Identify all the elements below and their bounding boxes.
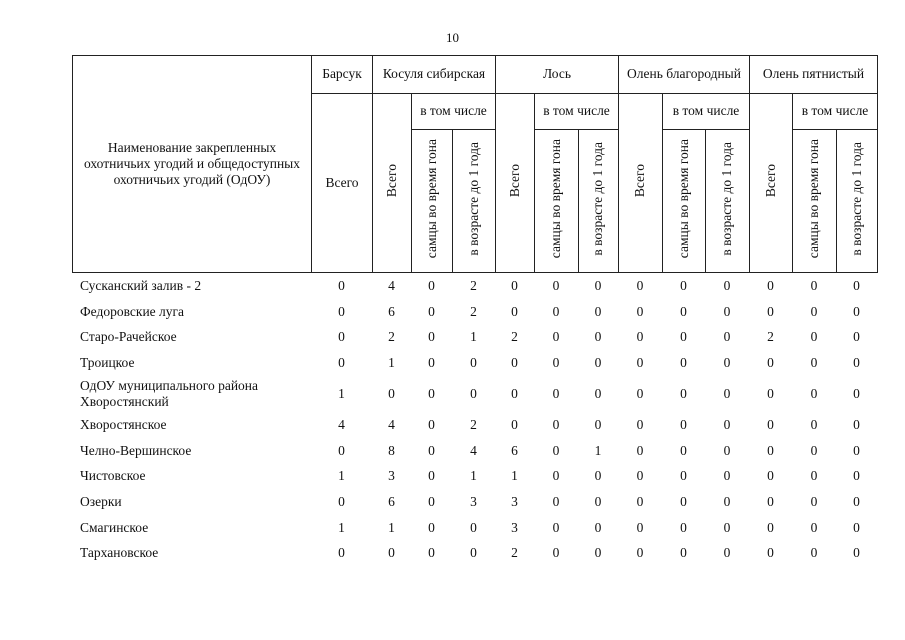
row-value: 3 xyxy=(470,493,477,509)
row-value: 0 xyxy=(594,355,602,371)
species-moose: Лось xyxy=(496,56,619,94)
row-value: 0 xyxy=(470,385,477,401)
row-value: 0 xyxy=(594,416,602,432)
row-value: 0 xyxy=(470,545,477,561)
row-value: 0 xyxy=(428,385,435,401)
row-value: 0 xyxy=(853,468,860,484)
row-value: 0 xyxy=(511,278,518,294)
row-name: Старо-Рачейское xyxy=(80,329,177,345)
red-deer-under-one xyxy=(706,130,750,273)
row-value: 0 xyxy=(723,278,731,294)
table-row xyxy=(72,324,877,350)
row-name: Сусканский залив - 2 xyxy=(80,278,202,294)
row-value: 0 xyxy=(552,278,560,294)
row-value: 0 xyxy=(853,519,860,535)
sika-deer-total xyxy=(750,94,793,273)
table-row xyxy=(72,273,877,299)
row-value: 0 xyxy=(853,329,860,345)
row-value: 0 xyxy=(680,303,687,319)
row-value: 0 xyxy=(723,355,731,371)
species-red-deer: Олень благородный xyxy=(619,56,750,94)
moose-under-one xyxy=(579,130,619,273)
moose-under-one-label: в возрасте до 1 года xyxy=(590,142,606,256)
row-value: 0 xyxy=(723,493,731,509)
table-row xyxy=(72,540,877,566)
row-name: Хворостянское xyxy=(80,416,167,432)
moose-males-rut-label: самцы во время гона xyxy=(548,139,564,259)
moose-total xyxy=(496,94,535,273)
row-value: 2 xyxy=(470,303,477,319)
row-value: 0 xyxy=(594,545,602,561)
row-value: 0 xyxy=(338,545,345,561)
row-value: 0 xyxy=(594,468,602,484)
row-value: 0 xyxy=(338,442,345,458)
row-value: 0 xyxy=(552,385,560,401)
row-value: 0 xyxy=(428,329,435,345)
row-value: 0 xyxy=(767,468,774,484)
row-value: 0 xyxy=(428,303,435,319)
row-value: 0 xyxy=(767,416,774,432)
row-value: 0 xyxy=(767,519,774,535)
sika-deer-total-label: Всего xyxy=(762,164,778,198)
row-value: 0 xyxy=(853,278,860,294)
row-value: 0 xyxy=(767,385,774,401)
row-value: 0 xyxy=(767,355,774,371)
row-value: 4 xyxy=(388,278,395,294)
red-deer-under-one-label: в возрасте до 1 года xyxy=(719,142,735,256)
row-value: 0 xyxy=(388,385,395,401)
red-deer-total xyxy=(619,94,663,273)
row-value: 2 xyxy=(388,329,395,345)
row-value: 0 xyxy=(810,416,818,432)
row-value: 0 xyxy=(853,416,860,432)
row-value: 0 xyxy=(767,303,774,319)
badger-total: Всего xyxy=(312,94,373,273)
row-value: 0 xyxy=(723,385,731,401)
table-row xyxy=(72,489,877,515)
row-value: 0 xyxy=(636,519,644,535)
red-deer-males-rut xyxy=(663,130,706,273)
row-value: 6 xyxy=(511,442,518,458)
row-value: 0 xyxy=(723,442,731,458)
roe-males-rut-label: самцы во время гона xyxy=(423,139,439,259)
row-value: 4 xyxy=(470,442,477,458)
row-value: 1 xyxy=(511,468,518,484)
row-value: 0 xyxy=(723,303,731,319)
table-row xyxy=(72,376,877,412)
row-value: 0 xyxy=(594,303,602,319)
row-value: 1 xyxy=(470,468,477,484)
roe-including: в том числе xyxy=(412,94,496,130)
row-value: 0 xyxy=(680,385,687,401)
row-value: 0 xyxy=(810,303,818,319)
row-value: 2 xyxy=(511,545,518,561)
row-value: 0 xyxy=(636,442,644,458)
row-value: 0 xyxy=(723,468,731,484)
species-badger: Барсук xyxy=(312,56,373,94)
row-value: 0 xyxy=(636,355,644,371)
row-value: 0 xyxy=(767,545,774,561)
row-value: 0 xyxy=(428,468,435,484)
row-value: 0 xyxy=(338,278,345,294)
row-name: ОдОУ муниципального района Хворостянский xyxy=(80,378,259,409)
sika-deer-including: в том числе xyxy=(793,94,878,130)
row-value: 0 xyxy=(680,493,687,509)
row-value: 3 xyxy=(388,468,395,484)
sika-deer-under-one-label: в возрасте до 1 года xyxy=(848,142,864,256)
table-row xyxy=(72,412,877,438)
row-value: 1 xyxy=(470,329,477,345)
row-value: 0 xyxy=(680,468,687,484)
row-value: 2 xyxy=(767,329,774,345)
data-table xyxy=(72,273,877,566)
row-value: 3 xyxy=(511,493,518,509)
row-value: 0 xyxy=(338,329,345,345)
row-value: 0 xyxy=(552,468,560,484)
row-value: 0 xyxy=(636,329,644,345)
row-name: Федоровские луга xyxy=(80,303,185,319)
row-name: Смагинское xyxy=(80,519,149,535)
row-value: 0 xyxy=(853,385,860,401)
row-value: 8 xyxy=(388,442,395,458)
row-value: 0 xyxy=(680,329,687,345)
row-value: 0 xyxy=(810,468,818,484)
row-value: 0 xyxy=(636,303,644,319)
row-value: 0 xyxy=(552,519,560,535)
table-row xyxy=(72,437,877,463)
sika-deer-under-one xyxy=(837,130,878,273)
row-value: 3 xyxy=(511,519,518,535)
roe-total-label: Всего xyxy=(383,164,399,198)
row-value: 0 xyxy=(723,519,731,535)
row-value: 1 xyxy=(338,468,345,484)
row-value: 0 xyxy=(636,545,644,561)
table-row xyxy=(72,515,877,541)
species-roe: Косуля сибирская xyxy=(373,56,496,94)
row-value: 1 xyxy=(594,442,602,458)
row-value: 0 xyxy=(680,519,687,535)
row-value: 0 xyxy=(636,385,644,401)
row-value: 0 xyxy=(723,416,731,432)
row-value: 0 xyxy=(680,355,687,371)
red-deer-males-rut-label: самцы во время гона xyxy=(675,139,691,259)
moose-total-label: Всего xyxy=(506,164,522,198)
row-value: 0 xyxy=(810,442,818,458)
row-value: 0 xyxy=(810,355,818,371)
row-value: 2 xyxy=(470,416,477,432)
row-value: 0 xyxy=(428,519,435,535)
header-table xyxy=(72,55,878,273)
row-value: 0 xyxy=(428,278,435,294)
sika-deer-males-rut xyxy=(793,130,837,273)
sika-deer-males-rut-label: самцы во время гона xyxy=(806,139,822,259)
row-value: 0 xyxy=(552,493,560,509)
red-deer-total-label: Всего xyxy=(632,164,648,198)
roe-under-one-label: в возрасте до 1 года xyxy=(465,142,481,256)
row-name: Тархановское xyxy=(80,545,159,561)
row-value: 0 xyxy=(511,385,518,401)
row-value: 4 xyxy=(388,416,395,432)
row-value: 0 xyxy=(594,385,602,401)
row-value: 0 xyxy=(853,303,860,319)
roe-males-rut xyxy=(412,130,453,273)
row-value: 0 xyxy=(810,329,818,345)
page-number: 10 xyxy=(446,30,459,45)
row-value: 2 xyxy=(470,278,477,294)
row-value: 0 xyxy=(680,442,687,458)
row-value: 0 xyxy=(853,355,860,371)
table-row xyxy=(72,350,877,376)
row-value: 0 xyxy=(723,545,731,561)
table-row xyxy=(72,463,877,489)
row-value: 0 xyxy=(636,278,644,294)
moose-males-rut xyxy=(535,130,579,273)
row-value: 0 xyxy=(636,416,644,432)
row-value: 0 xyxy=(428,416,435,432)
row-value: 0 xyxy=(853,442,860,458)
row-value: 0 xyxy=(680,278,687,294)
row-value: 0 xyxy=(552,329,560,345)
row-name: Чистовское xyxy=(80,468,146,484)
row-value: 6 xyxy=(388,303,395,319)
row-name: Челно-Вершинское xyxy=(80,442,192,458)
row-value: 0 xyxy=(767,493,774,509)
row-value: 0 xyxy=(552,355,560,371)
row-value: 0 xyxy=(680,416,687,432)
row-value: 0 xyxy=(428,493,435,509)
row-value: 0 xyxy=(853,545,860,561)
row-value: 1 xyxy=(338,385,345,401)
row-value: 0 xyxy=(636,493,644,509)
roe-total xyxy=(373,94,412,273)
row-value: 0 xyxy=(511,303,518,319)
row-value: 2 xyxy=(511,329,518,345)
row-value: 0 xyxy=(428,442,435,458)
row-value: 0 xyxy=(552,442,560,458)
row-value: 0 xyxy=(552,416,560,432)
row-value: 0 xyxy=(594,329,602,345)
row-value: 1 xyxy=(388,519,395,535)
row-value: 0 xyxy=(636,468,644,484)
row-value: 0 xyxy=(338,493,345,509)
red-deer-including: в том числе xyxy=(663,94,750,130)
row-value: 0 xyxy=(810,493,818,509)
row-value: 0 xyxy=(594,278,602,294)
species-sika-deer: Олень пятнистый xyxy=(750,56,878,94)
row-name: Троицкое xyxy=(80,355,135,371)
row-value: 4 xyxy=(338,416,345,432)
row-value: 0 xyxy=(767,278,774,294)
row-value: 0 xyxy=(810,385,818,401)
row-value: 0 xyxy=(723,329,731,345)
row-name: Озерки xyxy=(80,493,122,509)
row-value: 0 xyxy=(767,442,774,458)
row-value: 0 xyxy=(552,303,560,319)
moose-including: в том числе xyxy=(535,94,619,130)
table-row xyxy=(72,299,877,325)
row-value: 1 xyxy=(388,355,395,371)
row-value: 0 xyxy=(388,545,395,561)
row-value: 0 xyxy=(680,545,687,561)
row-value: 6 xyxy=(388,493,395,509)
row-value: 0 xyxy=(853,493,860,509)
row-value: 0 xyxy=(338,355,345,371)
row-value: 0 xyxy=(338,303,345,319)
row-value: 1 xyxy=(338,519,345,535)
row-value: 0 xyxy=(594,493,602,509)
row-value: 0 xyxy=(810,519,818,535)
row-value: 0 xyxy=(594,519,602,535)
roe-under-one xyxy=(453,130,496,273)
row-value: 0 xyxy=(470,519,477,535)
row-value: 0 xyxy=(428,545,435,561)
row-value: 0 xyxy=(810,545,818,561)
row-value: 0 xyxy=(470,355,477,371)
row-value: 0 xyxy=(552,545,560,561)
row-value: 0 xyxy=(511,416,518,432)
row-value: 0 xyxy=(810,278,818,294)
row-value: 0 xyxy=(511,355,518,371)
row-value: 0 xyxy=(428,355,435,371)
name-column-header: Наименование закрепленных охотничьих угодий и общедоступных охотничьих угодий (ОдОУ) xyxy=(73,56,312,273)
